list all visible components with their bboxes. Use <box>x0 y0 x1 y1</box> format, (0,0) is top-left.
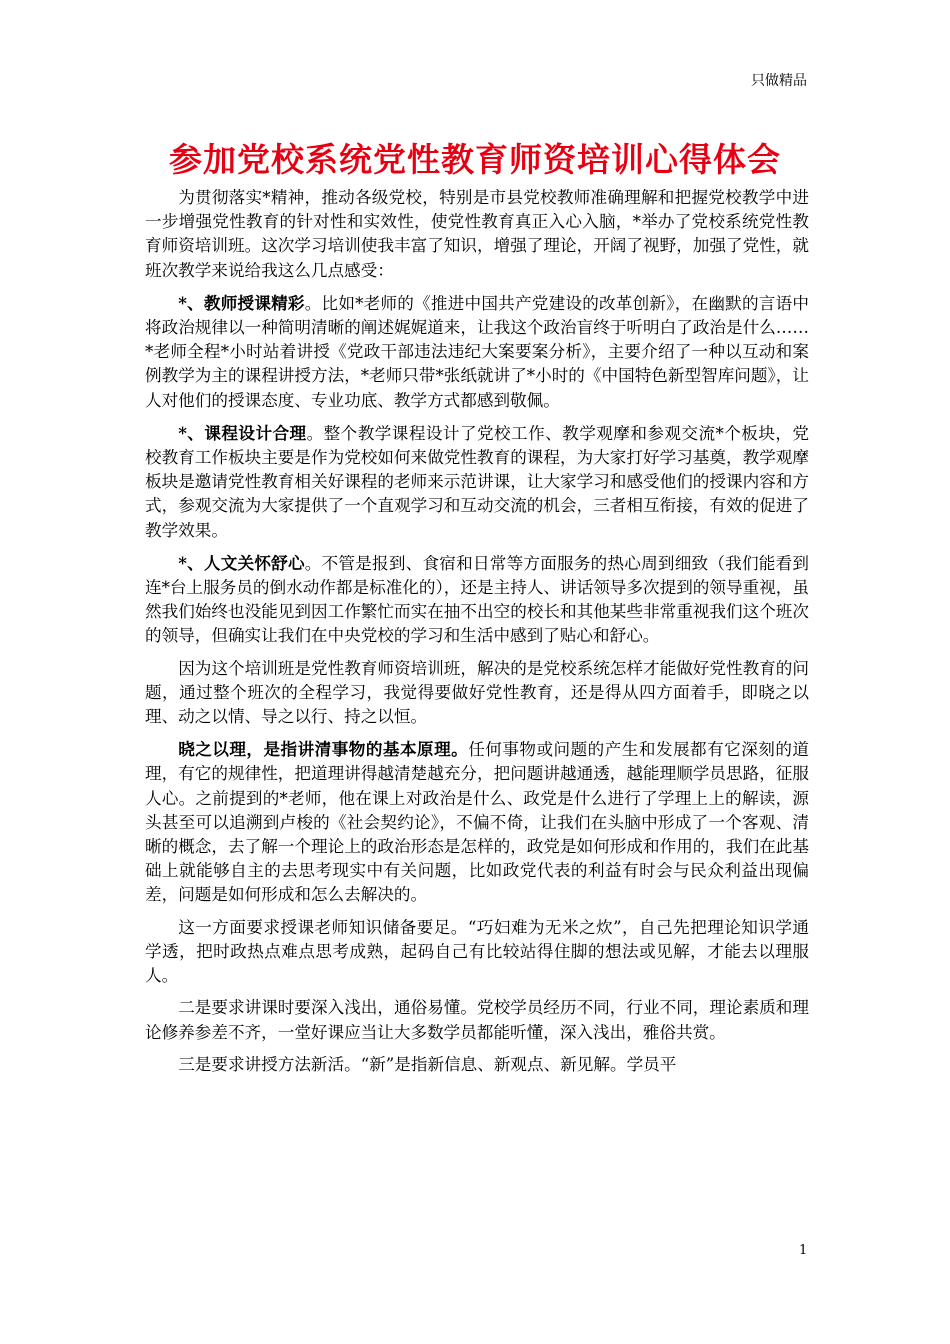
paragraph-curriculum: *、课程设计合理。整个教学课程设计了党校工作、教学观摩和参观交流*个板块，党校教育工作板块主要是作为党校如何来做党性教育的课程，为大家打好学习基奠，教学观摩板块是邀请党性教育相关好课程的老师来示范讲课，让大家学习和感受他们的授课内容和方式，参观交流为大家提供了一个直观学习和互动交流的机会，三者相互衔接，有效的促进了教学效果。 <box>145 422 810 540</box>
header-note: 只做精品 <box>751 73 807 89</box>
paragraph-care: *、人文关怀舒心。不管是报到、食宿和日常等方面服务的热心周到细致（我们能看到连*台上服务员的倒水动作都是标准化的），还是主持人、讲话领导多次提到的领导重视，虽然我们始终也没能见到因工作繁忙而实在抽不出空的校长和其他某些非常重视我们这个班次的领导，但确实让我们在中央党校的学习和生活中感到了贴心和舒心。 <box>145 552 810 646</box>
paragraph-teaching: *、教师授课精彩。比如*老师的《推进中国共产党建设的改革创新》，在幽默的言语中将政治规律以一种简明清晰的阐述娓娓道来，让我这个政治盲终于听明白了政治是什么……*老师全程*小时站着讲授《党政干部违法违纪大案要案分析》，主要介绍了一种以互动和案例教学为主的课程讲授方法，*老师只带*张纸就讲了*小时的《中国特色新型智库问题》，让人对他们的授课态度、专业功底、教学方式都感到敬佩。 <box>145 292 809 410</box>
paragraph-reason: 晓之以理，是指讲清事物的基本原理。任何事物或问题的产生和发展都有它深刻的道理，有它的规律性，把道理讲得越清楚越充分，把问题讲越通透，越能理顺学员思路，征服人心。之前提到的*老师，他在课上对政治是什么、政党是什么进行了学理上上的解读，源头甚至可以追溯到卢梭的《社会契约论》，不偏不倚，让我们在头脑中形成了一个客观、清晰的概念，去了解一个理论上的政治形态是怎样的，政党是如何形成和作用的，我们在此基础上就能够自主的去思考现实中有关问题，比如政党代表的利益有时会与民众利益出现偏差，问题是如何形成和怎么去解决的。 <box>145 739 809 905</box>
paragraph-lead: 晓之以理，是指讲清事物的基本原理。 <box>178 739 469 760</box>
paragraph-intro: 为贯彻落实*精神，推动各级党校，特别是市县党校教师准确理解和把握党校教学中进一步增强党性教育的针对性和实效性，使党性教育真正入心入脑，*举办了党校系统党性教育师资培训班。这次学习培训使我丰富了知识，增强了理论，开阔了视野，加强了党性，就班次教学来说给我这么几点感受： <box>145 188 809 280</box>
paragraph-methods: 三是要求讲授方法新活。“新”是指新信息、新观点、新见解。学员平 <box>178 1054 677 1074</box>
document-body <box>145 186 809 1085</box>
paragraph-lead: *、人文关怀舒心 <box>178 552 305 573</box>
paragraph-lead: *、教师授课精彩 <box>178 292 305 313</box>
paragraph-knowledge: 这一方面要求授课老师知识储备要足。“巧妇难为无米之炊”，自己先把理论知识学通学透，把时政热点难点思考成熟，起码自己有比较站得住脚的想法或见解，才能去以理服人。 <box>145 917 809 986</box>
paragraph-four-aspects: 因为这个培训班是党性教育师资培训班，解决的是党校系统怎样才能做好党性教育的问题，通过整个班次的全程学习，我觉得要做好党性教育，还是得从四方面着手，即晓之以理、动之以情、导之以行、持之以恒。 <box>145 658 809 727</box>
page-number: 1 <box>799 1243 808 1258</box>
document-title: 参加党校系统党性教育师资培训心得体会 <box>169 140 781 179</box>
paragraph-accessible: 二是要求讲课时要深入浅出，通俗易懂。党校学员经历不同，行业不同，理论素质和理论修养参差不齐，一堂好课应当让大多数学员都能听懂，深入浅出，雅俗共赏。 <box>145 998 809 1042</box>
paragraph-lead: *、课程设计合理 <box>178 422 307 443</box>
